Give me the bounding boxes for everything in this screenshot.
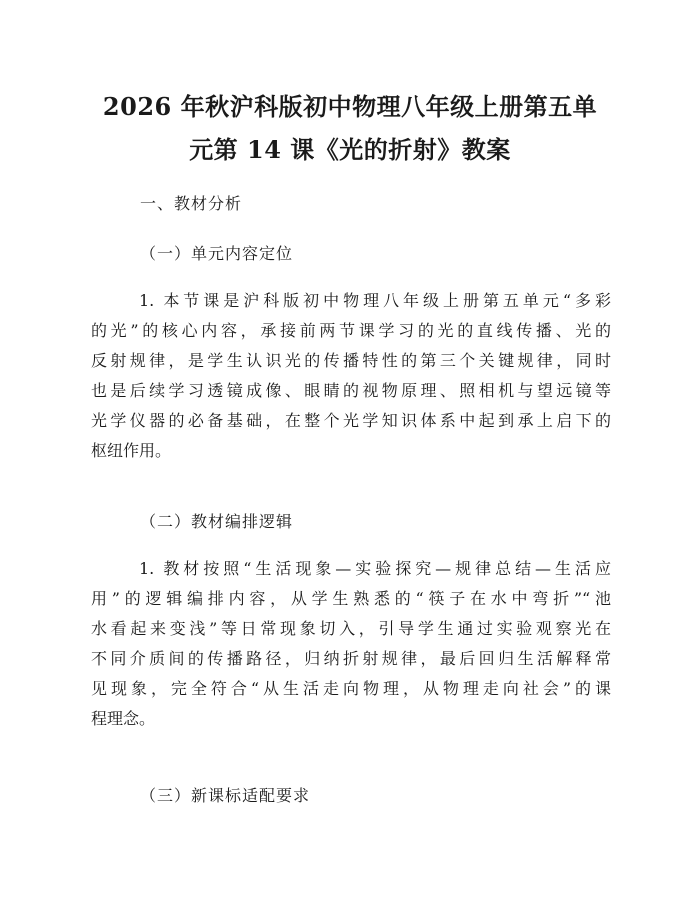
paragraph-line: 也是后续学习透镜成像、眼睛的视物原理、照相机与望远镜等 [91, 381, 611, 400]
paragraph-line: 1. 本节课是沪科版初中物理八年级上册第五单元“多彩 [139, 291, 611, 310]
subsection-heading-curriculum-standards: （三）新课标适配要求 [140, 786, 311, 805]
paragraph-line: 光学仪器的必备基础，在整个光学知识体系中起到承上启下的 [91, 411, 611, 430]
paragraph-textbook-arrangement [91, 554, 611, 734]
paragraph-line: 1. 教材按照“生活现象—实验探究—规律总结—生活应 [139, 559, 611, 578]
paragraph-line: 枢纽作用。 [91, 441, 172, 460]
paragraph-line: 水看起来变浅”等日常现象切入，引导学生通过实验观察光在 [91, 619, 611, 638]
paragraph-line: 的光”的核心内容，承接前两节课学习的光的直线传播、光的 [91, 321, 611, 340]
paragraph-line: 不同介质间的传播路径，归纳折射规律，最后回归生活解释常 [91, 649, 611, 668]
subsection-heading-textbook-arrangement: （二）教材编排逻辑 [140, 512, 294, 531]
document-title-line-2: 元第 14 课《光的折射》教案 [189, 135, 511, 164]
paragraph-line: 反射规律，是学生认识光的传播特性的第三个关键规律，同时 [91, 351, 611, 370]
paragraph-line: 用”的逻辑编排内容，从学生熟悉的“筷子在水中弯折”“池 [91, 589, 611, 608]
document-title-line-1: 2026 年秋沪科版初中物理八年级上册第五单 [102, 92, 598, 121]
paragraph-unit-positioning [91, 286, 611, 466]
paragraph-line: 程理念。 [91, 709, 156, 728]
paragraph-line: 见现象，完全符合“从生活走向物理，从物理走向社会”的课 [91, 679, 611, 698]
subsection-heading-unit-positioning: （一）单元内容定位 [140, 244, 294, 263]
section-heading-textbook-analysis: 一、教材分析 [140, 194, 243, 213]
